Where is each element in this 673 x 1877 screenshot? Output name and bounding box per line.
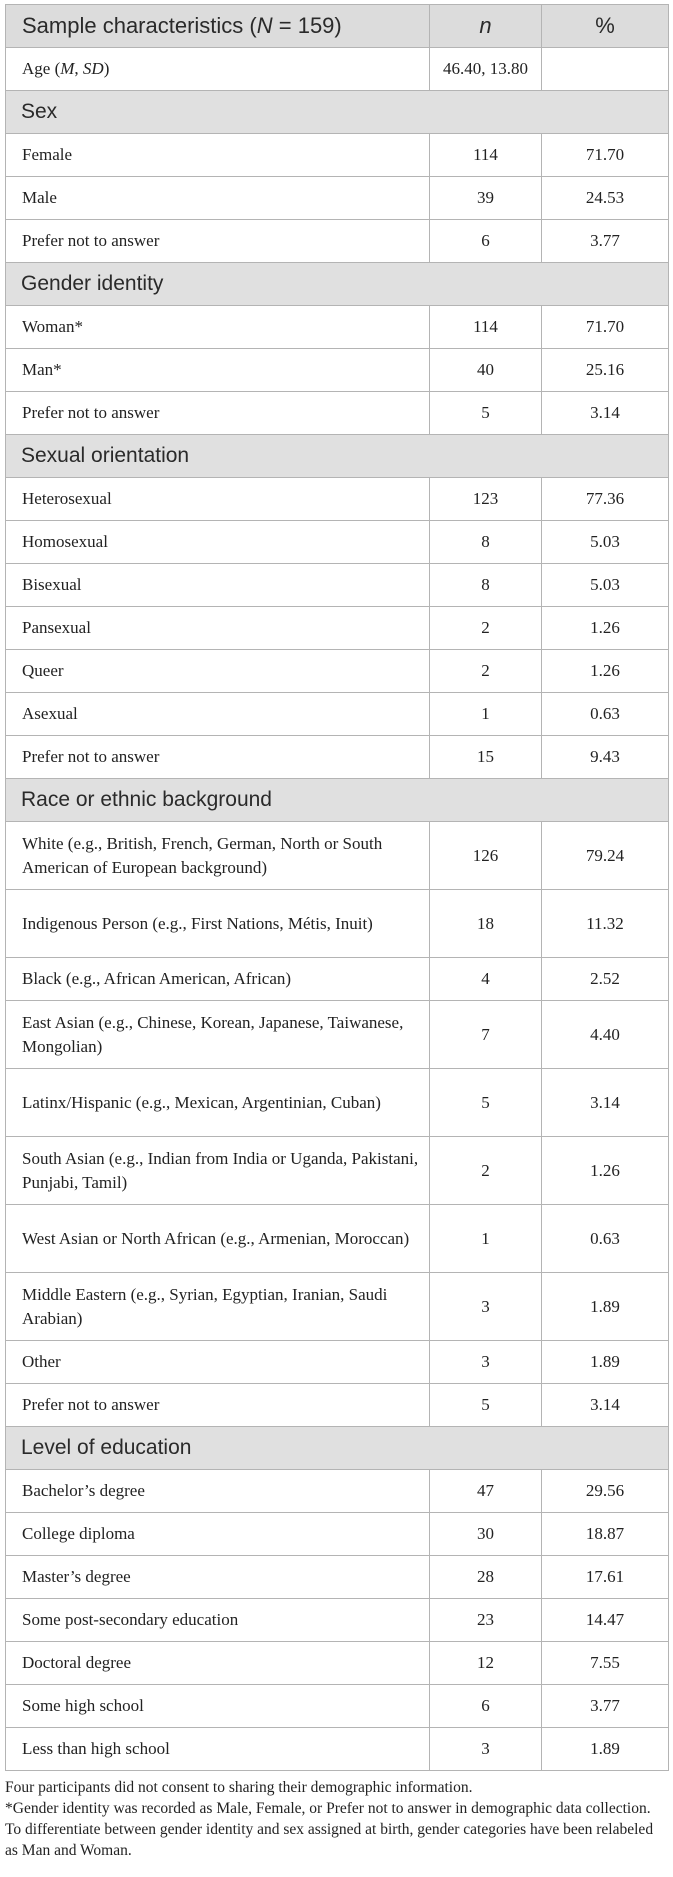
row-pct: 79.24 xyxy=(542,822,669,890)
section-title: Race or ethnic background xyxy=(6,779,669,822)
row-pct: 7.55 xyxy=(542,1642,669,1685)
table-row xyxy=(6,736,669,779)
table-row xyxy=(6,1001,669,1069)
table-row xyxy=(6,822,669,890)
row-pct: 3.77 xyxy=(542,220,669,263)
row-pct: 0.63 xyxy=(542,693,669,736)
row-n: 15 xyxy=(430,736,542,779)
row-pct: 4.40 xyxy=(542,1001,669,1069)
row-label: Master’s degree xyxy=(6,1556,430,1599)
row-label: Homosexual xyxy=(6,521,430,564)
section-title: Sex xyxy=(6,91,669,134)
row-label: Asexual xyxy=(6,693,430,736)
row-label: Some high school xyxy=(6,1685,430,1728)
table-row xyxy=(6,1599,669,1642)
row-label: East Asian (e.g., Chinese, Korean, Japanese, Taiwanese, Mongolian) xyxy=(6,1001,430,1069)
table-row xyxy=(6,1273,669,1341)
age-label-prefix: Age ( xyxy=(22,59,61,78)
row-label xyxy=(6,48,430,91)
section-header-row xyxy=(6,263,669,306)
section-title: Gender identity xyxy=(6,263,669,306)
section-header-row xyxy=(6,1427,669,1470)
table-row xyxy=(6,564,669,607)
row-pct: 1.89 xyxy=(542,1273,669,1341)
age-label-sd: SD xyxy=(82,59,104,78)
row-n: 4 xyxy=(430,958,542,1001)
table-row xyxy=(6,1513,669,1556)
table-row xyxy=(6,1341,669,1384)
demographics-table xyxy=(5,4,669,1771)
row-n: 1 xyxy=(430,1205,542,1273)
table-row xyxy=(6,1556,669,1599)
header-n: n xyxy=(430,5,542,48)
row-n: 1 xyxy=(430,693,542,736)
row-n: 47 xyxy=(430,1470,542,1513)
table-row xyxy=(6,693,669,736)
table-figure xyxy=(5,4,668,1861)
row-n: 12 xyxy=(430,1642,542,1685)
row-pct: 9.43 xyxy=(542,736,669,779)
row-n: 8 xyxy=(430,564,542,607)
row-label: South Asian (e.g., Indian from India or Uganda, Pakistani, Punjabi, Tamil) xyxy=(6,1137,430,1205)
table-row xyxy=(6,650,669,693)
table-row xyxy=(6,1642,669,1685)
header-label-n-var: N xyxy=(256,13,273,38)
row-label: Indigenous Person (e.g., First Nations, Métis, Inuit) xyxy=(6,890,430,958)
row-label: Bisexual xyxy=(6,564,430,607)
row-label: Woman* xyxy=(6,306,430,349)
table-row xyxy=(6,1728,669,1771)
table-row xyxy=(6,349,669,392)
row-pct: 5.03 xyxy=(542,521,669,564)
table-row xyxy=(6,958,669,1001)
row-pct: 0.63 xyxy=(542,1205,669,1273)
row-n: 6 xyxy=(430,1685,542,1728)
row-n: 3 xyxy=(430,1341,542,1384)
row-n: 6 xyxy=(430,220,542,263)
row-label: Male xyxy=(6,177,430,220)
section-title: Level of education xyxy=(6,1427,669,1470)
row-label: College diploma xyxy=(6,1513,430,1556)
row-n: 126 xyxy=(430,822,542,890)
row-label: Black (e.g., African American, African) xyxy=(6,958,430,1001)
row-pct: 29.56 xyxy=(542,1470,669,1513)
table-row xyxy=(6,1137,669,1205)
row-n: 5 xyxy=(430,1069,542,1137)
row-label: Other xyxy=(6,1341,430,1384)
row-pct: 77.36 xyxy=(542,478,669,521)
row-pct: 1.89 xyxy=(542,1728,669,1771)
row-pct: 11.32 xyxy=(542,890,669,958)
age-label-suffix: ) xyxy=(103,59,110,78)
age-label-m: M xyxy=(60,59,75,78)
table-row-age xyxy=(6,48,669,91)
row-n: 8 xyxy=(430,521,542,564)
row-n: 2 xyxy=(430,1137,542,1205)
header-label-prefix: Sample characteristics ( xyxy=(22,13,257,38)
row-pct: 3.77 xyxy=(542,1685,669,1728)
row-n: 3 xyxy=(430,1273,542,1341)
row-n: 114 xyxy=(430,134,542,177)
row-label: Bachelor’s degree xyxy=(6,1470,430,1513)
row-label: Middle Eastern (e.g., Syrian, Egyptian, Iranian, Saudi Arabian) xyxy=(6,1273,430,1341)
table-row xyxy=(6,1384,669,1427)
age-label-sep: , xyxy=(74,59,83,78)
table-row xyxy=(6,1069,669,1137)
section-title: Sexual orientation xyxy=(6,435,669,478)
row-pct: 5.03 xyxy=(542,564,669,607)
row-label: Man* xyxy=(6,349,430,392)
table-footnotes xyxy=(5,1777,668,1861)
header-sample-characteristics xyxy=(6,5,430,48)
row-label: Less than high school xyxy=(6,1728,430,1771)
row-pct: 18.87 xyxy=(542,1513,669,1556)
table-row xyxy=(6,134,669,177)
table-header-row xyxy=(6,5,669,48)
section-header-row xyxy=(6,435,669,478)
row-label: White (e.g., British, French, German, North or South American of European background) xyxy=(6,822,430,890)
table-row xyxy=(6,607,669,650)
row-pct: 71.70 xyxy=(542,134,669,177)
row-n: 5 xyxy=(430,392,542,435)
row-n: 114 xyxy=(430,306,542,349)
row-pct: 2.52 xyxy=(542,958,669,1001)
row-pct: 3.14 xyxy=(542,392,669,435)
row-n: 30 xyxy=(430,1513,542,1556)
row-pct: 1.26 xyxy=(542,1137,669,1205)
section-header-row xyxy=(6,91,669,134)
table-row xyxy=(6,521,669,564)
table-row xyxy=(6,478,669,521)
row-n: 40 xyxy=(430,349,542,392)
row-n: 2 xyxy=(430,607,542,650)
footnote: Four participants did not consent to sharing their demographic information. xyxy=(5,1779,473,1796)
row-n: 3 xyxy=(430,1728,542,1771)
row-label: Female xyxy=(6,134,430,177)
row-label: Queer xyxy=(6,650,430,693)
row-pct xyxy=(542,48,669,91)
row-label: Some post-secondary education xyxy=(6,1599,430,1642)
row-pct: 71.70 xyxy=(542,306,669,349)
row-pct: 1.26 xyxy=(542,650,669,693)
row-label: Heterosexual xyxy=(6,478,430,521)
row-label: Prefer not to answer xyxy=(6,1384,430,1427)
section-header-row xyxy=(6,779,669,822)
table-row xyxy=(6,220,669,263)
row-pct: 17.61 xyxy=(542,1556,669,1599)
row-pct: 24.53 xyxy=(542,177,669,220)
footnote: *Gender identity was recorded as Male, Female, or Prefer not to answer in demographic data collection. To differentiate between gender identity and sex assigned at birth, gender categories have been relabeled as Man and Woman. xyxy=(5,1800,654,1859)
row-label: West Asian or North African (e.g., Armenian, Moroccan) xyxy=(6,1205,430,1273)
table-row xyxy=(6,890,669,958)
row-n: 39 xyxy=(430,177,542,220)
table-row xyxy=(6,1205,669,1273)
row-n: 2 xyxy=(430,650,542,693)
row-label: Prefer not to answer xyxy=(6,392,430,435)
row-n: 23 xyxy=(430,1599,542,1642)
row-label: Prefer not to answer xyxy=(6,736,430,779)
row-pct: 3.14 xyxy=(542,1069,669,1137)
row-n: 123 xyxy=(430,478,542,521)
row-n: 18 xyxy=(430,890,542,958)
table-row xyxy=(6,177,669,220)
row-n: 28 xyxy=(430,1556,542,1599)
row-n: 7 xyxy=(430,1001,542,1069)
row-pct: 3.14 xyxy=(542,1384,669,1427)
table-row xyxy=(6,1685,669,1728)
row-label: Doctoral degree xyxy=(6,1642,430,1685)
row-n: 46.40, 13.80 xyxy=(430,48,542,91)
table-row xyxy=(6,1470,669,1513)
row-pct: 14.47 xyxy=(542,1599,669,1642)
row-pct: 1.26 xyxy=(542,607,669,650)
row-pct: 1.89 xyxy=(542,1341,669,1384)
table-row xyxy=(6,392,669,435)
table-row xyxy=(6,306,669,349)
row-pct: 25.16 xyxy=(542,349,669,392)
row-label: Pansexual xyxy=(6,607,430,650)
row-label: Prefer not to answer xyxy=(6,220,430,263)
header-label-suffix: = 159) xyxy=(272,13,342,38)
row-n: 5 xyxy=(430,1384,542,1427)
row-label: Latinx/Hispanic (e.g., Mexican, Argentinian, Cuban) xyxy=(6,1069,430,1137)
header-percent: % xyxy=(542,5,669,48)
